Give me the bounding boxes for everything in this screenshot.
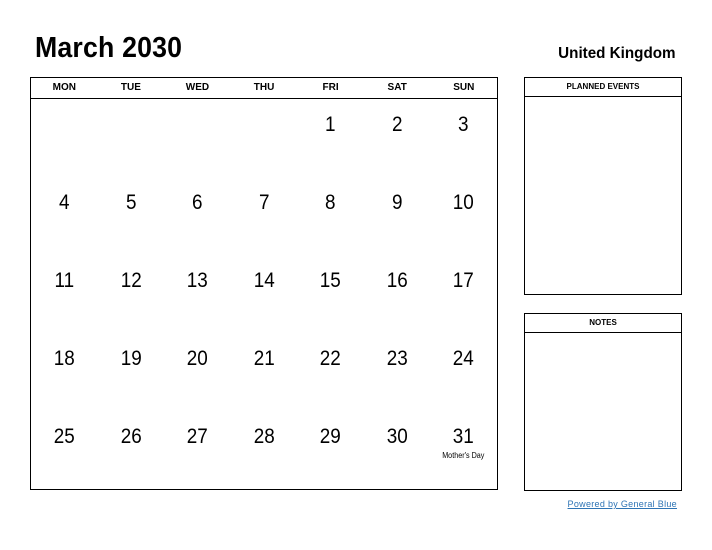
day-cell[interactable] bbox=[164, 99, 231, 177]
weekday-mon: MON bbox=[52, 82, 76, 93]
day-cell[interactable] bbox=[31, 411, 98, 489]
day-number: 11 bbox=[54, 269, 75, 292]
day-number: 19 bbox=[120, 347, 142, 370]
day-cell[interactable] bbox=[364, 177, 431, 255]
weekday-sat: SAT bbox=[387, 82, 407, 93]
day-number: 8 bbox=[325, 191, 336, 214]
week-row bbox=[31, 333, 497, 411]
day-cell[interactable] bbox=[231, 255, 298, 333]
day-number bbox=[234, 99, 294, 113]
weekday-thu: THU bbox=[253, 82, 275, 93]
day-cell[interactable] bbox=[98, 333, 165, 411]
day-number bbox=[101, 99, 161, 113]
day-number: 18 bbox=[53, 347, 75, 370]
day-cell[interactable] bbox=[31, 333, 98, 411]
notes-panel[interactable] bbox=[524, 313, 682, 491]
day-cell[interactable] bbox=[297, 255, 364, 333]
powered-by-link[interactable]: Powered by General Blue bbox=[567, 499, 677, 509]
day-cell[interactable] bbox=[98, 411, 165, 489]
day-cell[interactable] bbox=[297, 333, 364, 411]
holiday-label: Mother's Day bbox=[442, 451, 485, 460]
page-title: March 2030 bbox=[35, 32, 183, 64]
day-cell[interactable] bbox=[430, 411, 497, 489]
day-cell[interactable] bbox=[231, 177, 298, 255]
day-cell[interactable] bbox=[31, 255, 98, 333]
weekday-wed: WED bbox=[185, 82, 210, 93]
day-number: 27 bbox=[186, 425, 208, 448]
day-number: 28 bbox=[253, 425, 275, 448]
day-number: 6 bbox=[192, 191, 203, 214]
day-number: 17 bbox=[453, 269, 475, 292]
day-number: 30 bbox=[386, 425, 408, 448]
weekday-fri: FRI bbox=[322, 82, 339, 93]
day-number: 22 bbox=[320, 347, 342, 370]
weekday-tue: TUE bbox=[120, 82, 141, 93]
notes-heading: NOTES bbox=[525, 314, 681, 333]
day-number: 5 bbox=[125, 191, 137, 214]
day-number: 23 bbox=[386, 347, 408, 370]
country-label: United Kingdom bbox=[558, 45, 676, 62]
day-number: 3 bbox=[458, 113, 470, 136]
day-number bbox=[34, 99, 94, 113]
day-cell[interactable] bbox=[430, 99, 497, 177]
day-number: 12 bbox=[120, 269, 142, 292]
day-cell[interactable] bbox=[297, 177, 364, 255]
weekday-sun: SUN bbox=[453, 82, 475, 93]
day-cell[interactable] bbox=[430, 333, 497, 411]
week-row bbox=[31, 177, 497, 255]
week-row bbox=[31, 99, 497, 177]
day-cell[interactable] bbox=[98, 99, 165, 177]
day-cell[interactable] bbox=[164, 177, 231, 255]
day-number: 10 bbox=[453, 191, 475, 214]
day-number: 25 bbox=[53, 425, 75, 448]
week-row bbox=[31, 255, 497, 333]
weekday-header-row bbox=[31, 78, 497, 99]
day-cell[interactable] bbox=[31, 99, 98, 177]
day-cell[interactable] bbox=[297, 411, 364, 489]
day-number: 7 bbox=[258, 191, 270, 214]
calendar-grid bbox=[30, 77, 498, 490]
day-number: 1 bbox=[325, 113, 336, 136]
day-cell[interactable] bbox=[297, 99, 364, 177]
day-cell[interactable] bbox=[364, 411, 431, 489]
day-cell[interactable] bbox=[164, 411, 231, 489]
day-number: 31 bbox=[453, 425, 475, 448]
day-cell[interactable] bbox=[231, 333, 298, 411]
day-cell[interactable] bbox=[98, 177, 165, 255]
day-cell[interactable] bbox=[364, 255, 431, 333]
day-number: 9 bbox=[391, 191, 403, 214]
day-cell[interactable] bbox=[430, 177, 497, 255]
day-cell[interactable] bbox=[31, 177, 98, 255]
day-cell[interactable] bbox=[231, 411, 298, 489]
day-number bbox=[167, 99, 227, 113]
day-number: 20 bbox=[186, 347, 208, 370]
day-cell[interactable] bbox=[364, 99, 431, 177]
day-number: 21 bbox=[253, 347, 275, 370]
day-cell[interactable] bbox=[164, 333, 231, 411]
day-number: 16 bbox=[386, 269, 408, 292]
day-number: 14 bbox=[253, 269, 275, 292]
day-cell[interactable] bbox=[164, 255, 231, 333]
planned-events-heading: PLANNED EVENTS bbox=[525, 78, 681, 97]
day-number: 4 bbox=[59, 191, 70, 214]
day-number: 2 bbox=[391, 113, 403, 136]
week-row bbox=[31, 411, 497, 489]
day-cell[interactable] bbox=[231, 99, 298, 177]
day-cell[interactable] bbox=[430, 255, 497, 333]
day-number: 24 bbox=[453, 347, 475, 370]
planned-events-panel[interactable] bbox=[524, 77, 682, 295]
day-number: 26 bbox=[120, 425, 142, 448]
day-cell[interactable] bbox=[364, 333, 431, 411]
day-number: 29 bbox=[320, 425, 342, 448]
day-cell[interactable] bbox=[98, 255, 165, 333]
day-number: 13 bbox=[186, 269, 208, 292]
day-number: 15 bbox=[320, 269, 342, 292]
